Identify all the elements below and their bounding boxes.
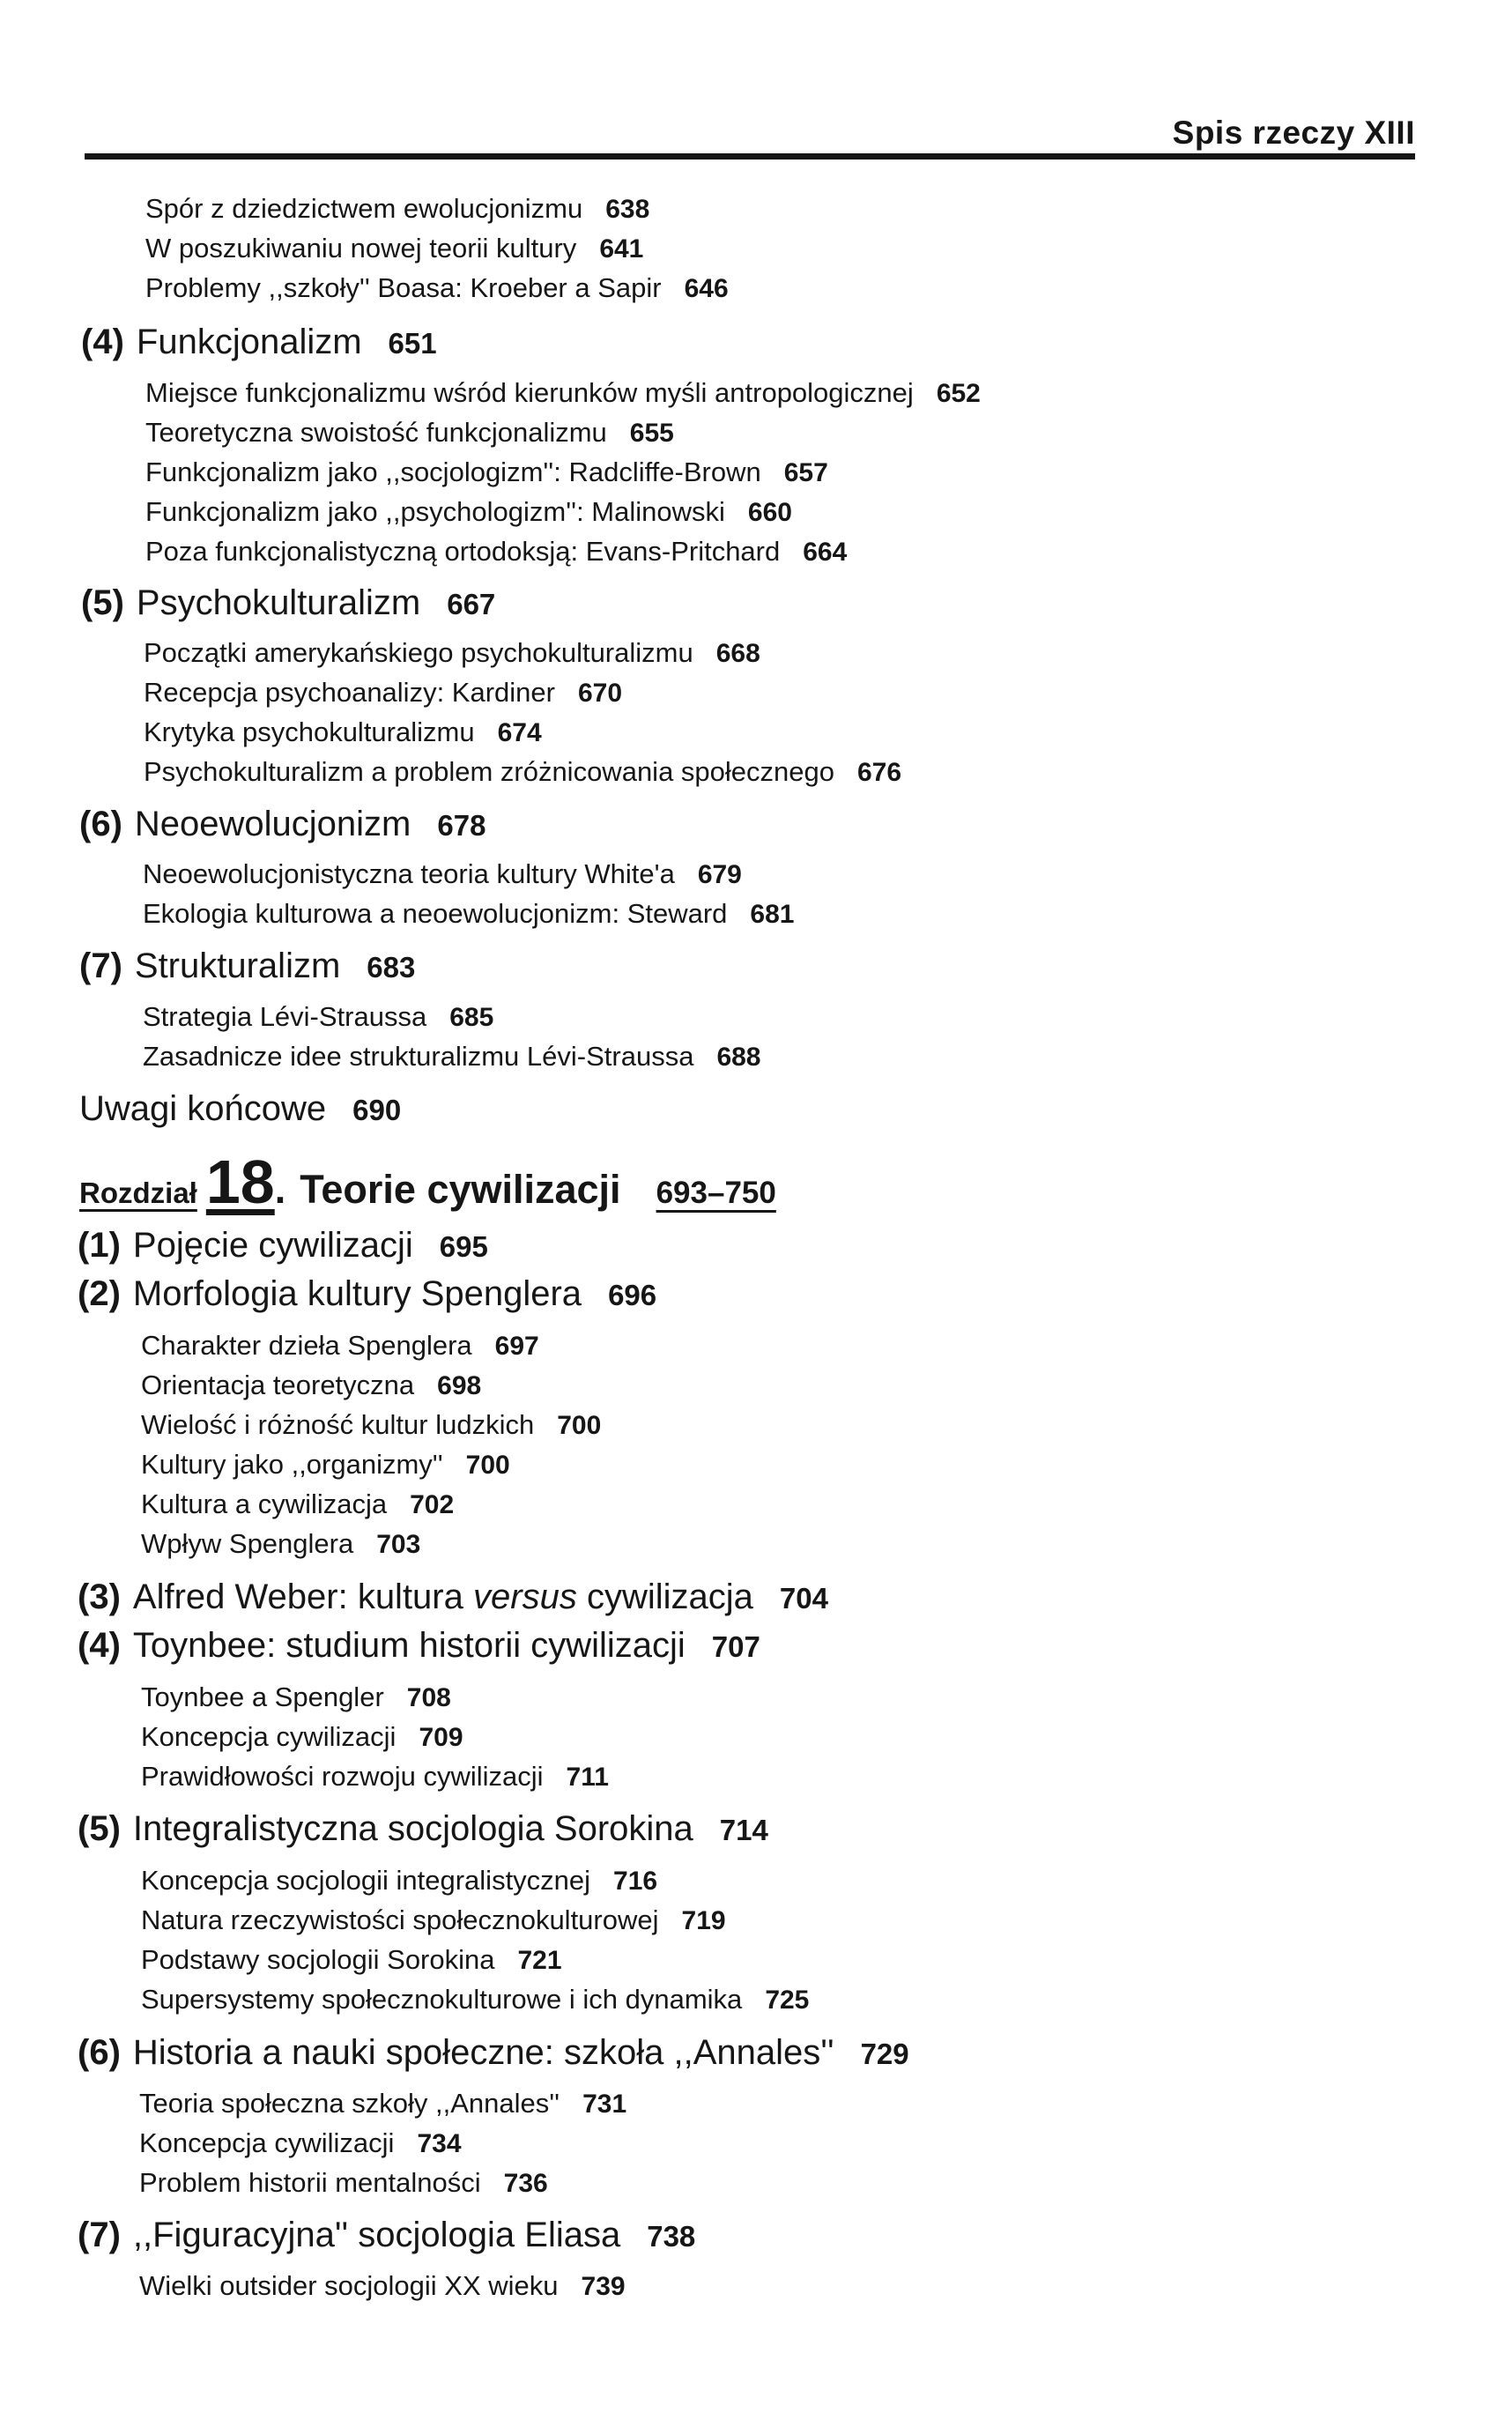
page-number: 707 (711, 1630, 760, 1663)
toc-subsection[interactable]: Początki amerykańskiego psychokulturalizmu 668 (144, 637, 760, 668)
page-number: 641 (599, 234, 644, 264)
page-number: 646 (684, 274, 729, 303)
page-number: 657 (783, 458, 828, 487)
page-number: 664 (803, 538, 848, 567)
toc-section[interactable]: (4) Toynbee: studium historii cywilizacji 707 (78, 1626, 760, 1665)
page-number: 739 (581, 2272, 626, 2301)
toc-subsection[interactable]: Krytyka psychokulturalizmu 674 (144, 716, 542, 747)
toc-subsection[interactable]: Funkcjonalizm jako ,,socjologizm'': Radcliffe-Brown 657 (145, 457, 828, 487)
toc-subsection[interactable]: Kultury jako ,,organizmy'' 700 (141, 1449, 510, 1480)
section-number: (4) (78, 1626, 121, 1665)
toc-subsection[interactable]: Podstawy socjologii Sorokina 721 (141, 1944, 562, 1975)
page-number: 711 (566, 1763, 609, 1792)
toc-subsection[interactable]: Koncepcja cywilizacji 709 (141, 1721, 463, 1752)
toc-subsection[interactable]: Supersystemy społecznokulturowe i ich dynamika 725 (141, 1984, 810, 2015)
page-number: 667 (447, 588, 496, 620)
toc-section[interactable]: (7) ,,Figuracyjna'' socjologia Eliasa 738 (78, 2216, 696, 2254)
page-number: 703 (376, 1530, 421, 1559)
toc-subsection[interactable]: Zasadnicze idee strukturalizmu Lévi-Straussa 688 (143, 1041, 761, 1072)
toc-subsection[interactable]: Neoewolucjonistyczna teoria kultury White'a 679 (143, 858, 742, 889)
page-number: 704 (779, 1582, 828, 1615)
toc-subsection[interactable]: Koncepcja cywilizacji 734 (139, 2127, 462, 2158)
toc-section[interactable]: (5) Integralistyczna socjologia Sorokina 714 (78, 1809, 768, 1848)
page-number: 702 (410, 1490, 455, 1519)
page-number: 700 (465, 1451, 510, 1480)
toc-section[interactable]: (3) Alfred Weber: kultura versus cywilizacja 704 (78, 1578, 828, 1616)
toc-subsection[interactable]: Miejsce funkcjonalizmu wśród kierunków myśli antropologicznej 652 (145, 377, 981, 408)
page-number: 729 (860, 2038, 909, 2070)
page-number: 668 (715, 639, 760, 668)
toc-subsection[interactable]: Kultura a cywilizacja 702 (141, 1488, 455, 1519)
page-number: 660 (747, 498, 792, 527)
chapter-page-range: 693–750 (656, 1176, 776, 1210)
page-number: 655 (629, 419, 674, 448)
toc-subsection[interactable]: Prawidłowości rozwoju cywilizacji 711 (141, 1761, 609, 1792)
toc-subsection[interactable]: Wielość i różność kultur ludzkich 700 (141, 1409, 602, 1440)
toc-section[interactable]: (7) Strukturalizm 683 (79, 947, 416, 985)
toc-closing-remarks[interactable]: Uwagi końcowe 690 (79, 1089, 402, 1128)
page-number: 652 (936, 379, 981, 408)
toc-section[interactable]: (5) Psychokulturalizm 667 (81, 583, 496, 622)
page-number: 738 (647, 2220, 696, 2253)
toc-subsection[interactable]: Toynbee a Spengler 708 (141, 1681, 451, 1712)
toc-subsection[interactable]: Natura rzeczywistości społecznokulturowej 719 (141, 1904, 726, 1935)
page-number: 714 (719, 1814, 768, 1846)
header-rule (85, 153, 1415, 160)
page-number: 716 (613, 1867, 658, 1896)
toc-subsection[interactable]: Wpływ Spenglera 703 (141, 1528, 421, 1559)
toc-subsection[interactable]: Koncepcja socjologii integralistycznej 716 (141, 1865, 658, 1896)
page-number: 674 (497, 718, 542, 747)
page-number: 696 (608, 1279, 657, 1311)
page-number: 685 (449, 1003, 494, 1032)
toc-subsection[interactable]: Psychokulturalizm a problem zróżnicowania społecznego 676 (144, 756, 902, 787)
toc-subsection[interactable]: Charakter dzieła Spenglera 697 (141, 1330, 539, 1361)
page-number: 676 (857, 758, 902, 787)
emphasis: versus (473, 1578, 577, 1616)
toc-section[interactable]: (6) Historia a nauki społeczne: szkoła ,,Annales'' 729 (78, 2033, 909, 2072)
toc-subsection[interactable]: Orientacja teoretyczna 698 (141, 1370, 482, 1400)
section-number: (5) (81, 583, 124, 622)
section-number: (1) (78, 1226, 121, 1265)
page-number: 736 (503, 2169, 548, 2198)
toc-section[interactable]: (4) Funkcjonalizm 651 (81, 323, 437, 361)
page-number: 708 (406, 1683, 451, 1712)
page-number: 638 (605, 195, 650, 224)
chapter-heading[interactable]: Rozdział 18. Teorie cywilizacji 693–750 (79, 1147, 776, 1216)
toc-subsection[interactable]: W poszukiwaniu nowej teorii kultury 641 (145, 233, 644, 264)
toc-section[interactable]: (1) Pojęcie cywilizacji 695 (78, 1226, 488, 1265)
page-number: 719 (681, 1906, 726, 1935)
page-number: 670 (577, 679, 623, 708)
page-number: 690 (352, 1094, 402, 1126)
page-number: 725 (765, 1986, 810, 2015)
toc-subsection[interactable]: Ekologia kulturowa a neoewolucjonizm: Steward 681 (143, 898, 795, 929)
page-number: 683 (367, 951, 416, 984)
page-number: 688 (716, 1043, 761, 1072)
chapter-title: Teorie cywilizacji (300, 1167, 621, 1212)
section-number: (5) (78, 1809, 121, 1848)
section-number: (7) (79, 947, 122, 985)
section-number: (2) (78, 1274, 121, 1313)
toc-subsection[interactable]: Teoretyczna swoistość funkcjonalizmu 655 (145, 417, 674, 448)
toc-section[interactable]: (6) Neoewolucjonizm 678 (79, 805, 486, 843)
page-number: 709 (419, 1723, 463, 1752)
toc-subsection[interactable]: Funkcjonalizm jako ,,psychologizm'': Malinowski 660 (145, 496, 792, 527)
running-head: Spis rzeczy XIII (1172, 115, 1415, 151)
page-number: 697 (494, 1332, 539, 1361)
toc-subsection[interactable]: Problemy ,,szkoły'' Boasa: Kroeber a Sapir 646 (145, 272, 729, 303)
page-number: 679 (697, 860, 742, 889)
page-number: 651 (388, 327, 437, 360)
toc-section[interactable]: (2) Morfologia kultury Spenglera 696 (78, 1274, 657, 1313)
page-number: 731 (582, 2090, 627, 2119)
toc-subsection[interactable]: Strategia Lévi-Straussa 685 (143, 1001, 494, 1032)
section-number: (4) (81, 323, 124, 361)
chapter-number: 18 (205, 1147, 275, 1216)
toc-subsection[interactable]: Wielki outsider socjologii XX wieku 739 (139, 2270, 626, 2301)
toc-subsection[interactable]: Teoria społeczna szkoły ,,Annales'' 731 (139, 2088, 627, 2119)
page-number: 700 (557, 1411, 602, 1440)
page-header (85, 104, 1415, 157)
toc-subsection[interactable]: Poza funkcjonalistyczną ortodoksją: Evans-Pritchard 664 (145, 536, 848, 567)
toc-subsection[interactable]: Recepcja psychoanalizy: Kardiner 670 (144, 677, 623, 708)
section-number: (6) (79, 805, 122, 843)
section-number: (7) (78, 2216, 121, 2254)
toc-subsection[interactable]: Problem historii mentalności 736 (139, 2167, 548, 2198)
page-number: 721 (517, 1946, 562, 1975)
section-number: (3) (78, 1578, 121, 1616)
chapter-label: Rozdział (79, 1177, 197, 1209)
page-number: 678 (437, 809, 486, 842)
section-number: (6) (78, 2033, 121, 2072)
page-number: 698 (437, 1371, 482, 1400)
page-number: 695 (439, 1230, 488, 1263)
page-number: 681 (750, 900, 795, 929)
toc-subsection[interactable]: Spór z dziedzictwem ewolucjonizmu 638 (145, 193, 650, 224)
page-number: 734 (417, 2129, 462, 2158)
